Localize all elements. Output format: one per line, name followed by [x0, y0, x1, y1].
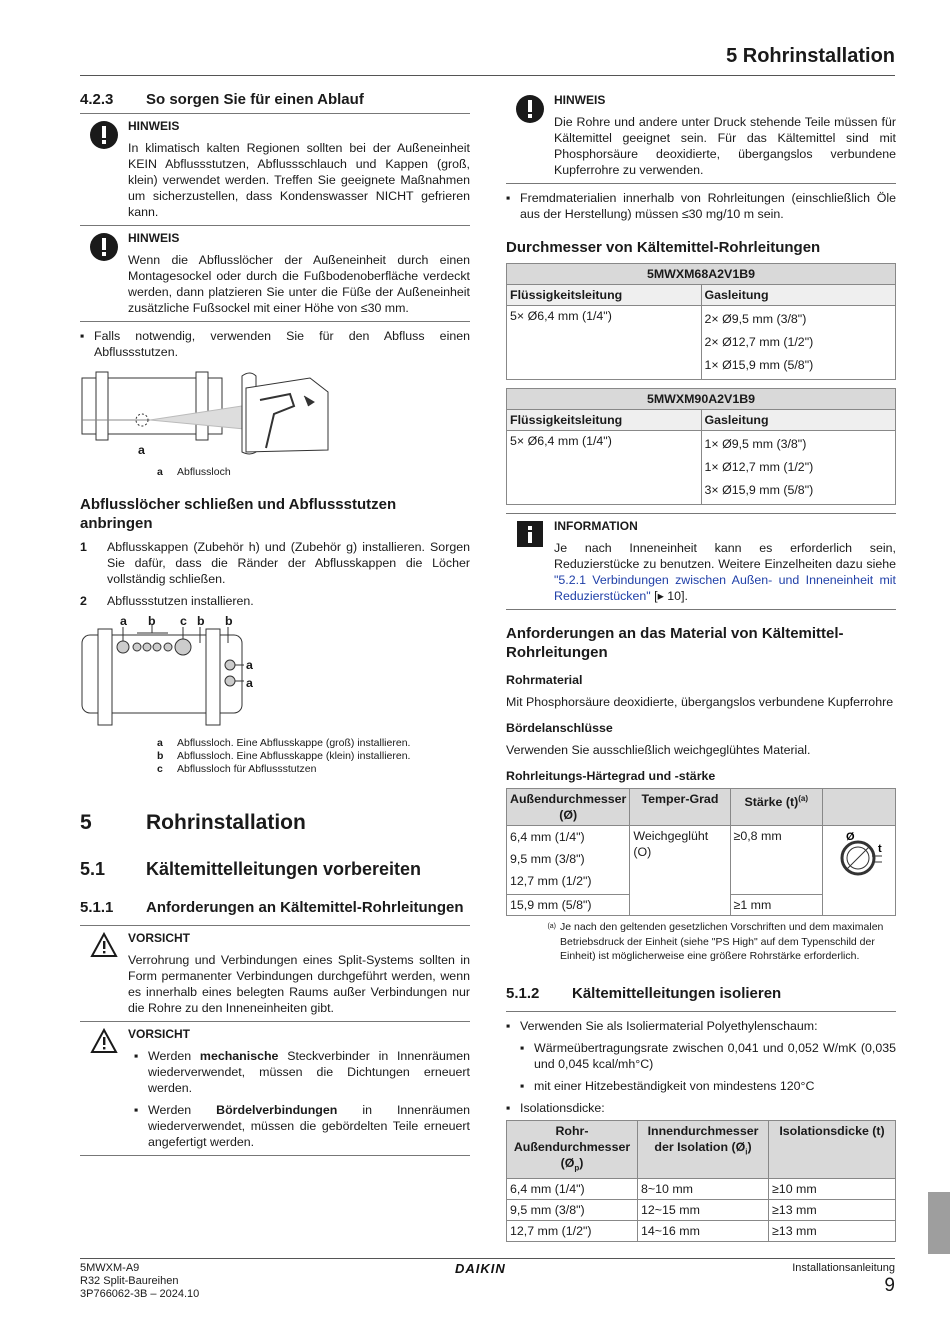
section-5-1-1-heading: 5.1.1 Anforderungen an Kältemittel-Rohrleitungen	[80, 899, 464, 916]
section-rule	[506, 1011, 896, 1012]
warning-triangle-icon	[90, 1028, 118, 1054]
figure-callout: c	[180, 614, 187, 628]
thickness-cell: ≥1 mm	[730, 895, 822, 916]
footer-rule	[80, 1258, 895, 1259]
section-4-2-3-heading: 4.2.3 So sorgen Sie für einen Ablauf	[80, 91, 364, 108]
thickness-symbol: t	[878, 843, 882, 855]
note-text: Je nach Inneneinheit kann es erforderlich sein, Reduzierstücke zu benutzen. Weitere Einzelheiten dazu siehe "5.2.1 Verbindungen zwischen Außen- und Inneneinheit mit Reduzierstücken" [▸ 10].	[554, 541, 896, 603]
pipe-material-text: Mit Phosphorsäure deoxidierte, übergangslos verbundene Kupferrohre	[506, 695, 894, 709]
page-arrow-icon: ▸	[657, 589, 664, 603]
diameter-heading: Durchmesser von Kältemittel-Rohrleitungen	[506, 239, 821, 256]
thickness-cell: ≥0,8 mm	[730, 826, 822, 895]
pipe-diameter-table-90	[506, 388, 896, 505]
material-heading: Anforderungen an das Material von Kältemittel-Rohrleitungen	[506, 625, 844, 661]
gas-cell: 1× Ø9,5 mm (3/8") 1× Ø12,7 mm (1/2") 3× Ø15,9 mm (5/8")	[701, 431, 896, 505]
daikin-logo: DAIKIN	[455, 1261, 506, 1276]
bullet-item: ▪ Fremdmaterialien innerhalb von Rohrleitungen (einschließlich Öle aus der Herstellung) müssen ≤30 mg/10 m sein.	[506, 191, 896, 221]
col-header-pipe-outer: Rohr-Außendurchmesser $(Ø_p)$	[507, 1120, 638, 1178]
diameter-symbol: Ø	[846, 831, 855, 843]
figure-caption: b Abflussloch. Eine Abflusskappe (klein) installieren.	[157, 750, 411, 762]
model-header: 5MWXM90A2V1B9	[507, 389, 896, 410]
col-header-inner-diameter: Innendurchmesser der Isolation $(Ø_i)$	[638, 1120, 769, 1178]
chapter-tab-marker	[928, 1192, 950, 1254]
note-text: Verrohrung und Verbindungen eines Split-Systems sollten in Form permanenter Verbindungen durchgeführt werden, wenn es innerhalb eines belegten Raums außer Verbindungen nur die Rohre zu den Inneneinheiten gibt.	[128, 953, 470, 1015]
col-header-temper: Temper-Grad	[630, 789, 730, 826]
vorsicht-note-1	[80, 926, 470, 1022]
figure-caption: c Abflussloch für Abflussstutzen	[157, 763, 317, 775]
step-1: 1 Abflusskappen (Zubehör h) und (Zubehör g) installieren. Sorgen Sie dafür, dass die Ränder der Abflusskappen die Löcher vollständig schließen.	[80, 540, 470, 586]
note-label: HINWEIS	[554, 93, 606, 107]
table-row: 12,7 mm (1/2") 14~16 mm ≥13 mm	[507, 1220, 896, 1241]
drain-caps-figure	[80, 615, 470, 737]
sub-bullet-item: ▪ mit einer Hitzebeständigkeit von mindestens 120°C	[520, 1078, 815, 1093]
section-5-1-2-heading: 5.1.2 Kältemittelleitungen isolieren	[506, 984, 782, 1002]
subheading-close-holes: Abflusslöcher schließen und Abflussstutzen anbringen	[80, 496, 397, 532]
figure-callout: a	[138, 443, 145, 457]
figure-callout: a	[246, 658, 253, 672]
flare-text: Verwenden Sie ausschließlich weichgeglühtes Material.	[506, 743, 811, 757]
sub-bullet-item: ▪ Wärmeübertragungsrate zwischen 0,041 und 0,052 W/mK (0,035 und 0,045 kcal/mh°C)	[520, 1040, 896, 1071]
note-label: VORSICHT	[128, 931, 191, 945]
hardness-label: Rohrleitungs-Härtegrad und -stärke	[506, 769, 716, 783]
col-header-thickness: Stärke $(t)^{(a)}$	[730, 789, 822, 826]
figure-caption: a Abflussloch. Eine Abflusskappe (groß) installieren.	[157, 737, 411, 749]
drain-hole-figure	[80, 370, 470, 466]
drain-caps-drawing	[80, 615, 280, 733]
bullet-item: ▪ Werden mechanische Steckverbinder in Innenräumen wiederverwendet, müssen die Dichtungen erneuert werden.	[134, 1049, 470, 1095]
outdoor-unit-drain-drawing	[80, 370, 340, 460]
bullet-item: ▪ Werden Bördelverbindungen in Innenräumen wiederverwendet, müssen die gebördelten Teile erneuert angefertigt werden.	[134, 1103, 470, 1149]
vorsicht-note-2	[80, 1022, 470, 1156]
table-row: 6,4 mm (1/4") 8~10 mm ≥10 mm	[507, 1178, 896, 1199]
figure-callout: a	[120, 614, 127, 628]
bullet-item: ▪ Falls notwendig, verwenden Sie für den Abfluss einen Abflussstutzen.	[80, 329, 470, 359]
figure-callout: a	[246, 676, 253, 690]
col-header-liquid: Flüssigkeitsleitung	[507, 410, 702, 431]
notice-icon	[89, 120, 119, 150]
bullet-item: ▪ Verwenden Sie als Isoliermaterial Polyethylenschaum:	[506, 1018, 818, 1033]
outer-diameter-cell: 6,4 mm (1/4") 9,5 mm (3/8") 12,7 mm (1/2")	[507, 826, 630, 895]
hardness-table	[506, 788, 896, 916]
col-header-liquid: Flüssigkeitsleitung	[507, 285, 702, 306]
info-icon	[516, 520, 544, 548]
cross-reference-link[interactable]: "5.2.1 Verbindungen zwischen Außen- und Inneneinheit mit Reduzierstücken"	[554, 573, 896, 603]
header-rule	[80, 75, 895, 76]
hinweis-note-2	[80, 226, 470, 322]
warning-triangle-icon	[90, 932, 118, 958]
flare-label: Bördelanschlüsse	[506, 721, 613, 735]
figure-callout: b	[225, 614, 233, 628]
outer-diameter-cell: 15,9 mm (5/8")	[507, 895, 630, 916]
note-text: Wenn die Abflusslöcher der Außeneinheit durch einen Montagesockel oder durch die Fußbodenoberfläche verdeckt werden, dann platzieren Sie unter die Füße der Außeneinheit zusätzliche Fußsockel mit einer Höhe von ≤30 mm.	[128, 253, 470, 315]
col-header-blank	[823, 789, 896, 826]
figure-caption: a Abflussloch	[157, 466, 231, 478]
notice-icon	[515, 94, 545, 124]
insulation-table	[506, 1120, 896, 1242]
col-header-gas: Gasleitung	[701, 285, 896, 306]
footer-left: 5MWXM-A9 R32 Split-Baureihen 3P766062-3B – 2024.10	[80, 1262, 200, 1300]
notice-icon	[89, 232, 119, 262]
col-header-insulation-thickness: Isolationsdicke (t)	[769, 1120, 896, 1178]
pipe-section-diagram	[823, 826, 896, 916]
right-column	[506, 90, 896, 1242]
hinweis-note-3	[506, 90, 896, 184]
page-number: 9	[884, 1275, 895, 1296]
gas-cell: 2× Ø9,5 mm (3/8") 2× Ø12,7 mm (1/2") 1× Ø15,9 mm (5/8")	[701, 306, 896, 380]
hinweis-note-1	[80, 114, 470, 226]
pipe-material-label: Rohrmaterial	[506, 673, 583, 687]
footer-right: Installationsanleitung 9	[792, 1262, 895, 1296]
pipe-diameter-table-68	[506, 263, 896, 380]
bullet-item: ▪ Isolationsdicke:	[506, 1100, 605, 1115]
left-column	[80, 90, 470, 1156]
table-row: 9,5 mm (3/8") 12~15 mm ≥13 mm	[507, 1199, 896, 1220]
note-text: In klimatisch kalten Regionen sollten bei der Außeneinheit KEIN Abflussstutzen, Abflussschlauch und Kappen (groß, klein) verwendet werden. Treffen Sie geeignete Maßnahmen um sicherzustellen, dass Kondenswasser NICHT gefrieren kann.	[128, 141, 470, 219]
temper-cell: Weichgeglüht (O)	[630, 826, 730, 916]
note-label: HINWEIS	[128, 231, 180, 245]
figure-callout: b	[148, 614, 156, 628]
section-5-1-heading: 5.1 Kältemittelleitungen vorbereiten	[80, 859, 422, 879]
col-header-outer-diameter: Außendurchmesser (Ø)	[507, 789, 630, 826]
liquid-cell: 5× Ø6,4 mm (1/4")	[507, 431, 702, 505]
model-header: 5MWXM68A2V1B9	[507, 264, 896, 285]
table-footnote: (a) Je nach den geltenden gesetzlichen Vorschriften und dem maximalen Betriebsdruck der Einheit (siehe "PS High" auf dem Typenschild der Einheit) ist möglicherweise eine größere Rohrstärke erforderlich.	[547, 921, 884, 962]
information-note	[506, 513, 896, 610]
liquid-cell: 5× Ø6,4 mm (1/4")	[507, 306, 702, 380]
figure-callout: b	[197, 614, 205, 628]
pipe-cross-section-icon	[826, 830, 892, 882]
chapter-header-title: 5 Rohrinstallation	[726, 45, 895, 67]
note-label: HINWEIS	[128, 119, 180, 133]
chapter-5-heading: 5 Rohrinstallation	[80, 811, 306, 834]
col-header-gas: Gasleitung	[701, 410, 896, 431]
note-label: VORSICHT	[128, 1027, 191, 1041]
step-2: 2 Abflussstutzen installieren.	[80, 594, 254, 608]
note-label: INFORMATION	[554, 519, 638, 533]
note-text: Die Rohre und andere unter Druck stehende Teile müssen für Kältemittel geeignet sein. Für das Kältemittel sind mit Phosphorsäure deoxidierte, übergangslos verbundene Kupferrohre zu verwenden.	[554, 115, 896, 177]
